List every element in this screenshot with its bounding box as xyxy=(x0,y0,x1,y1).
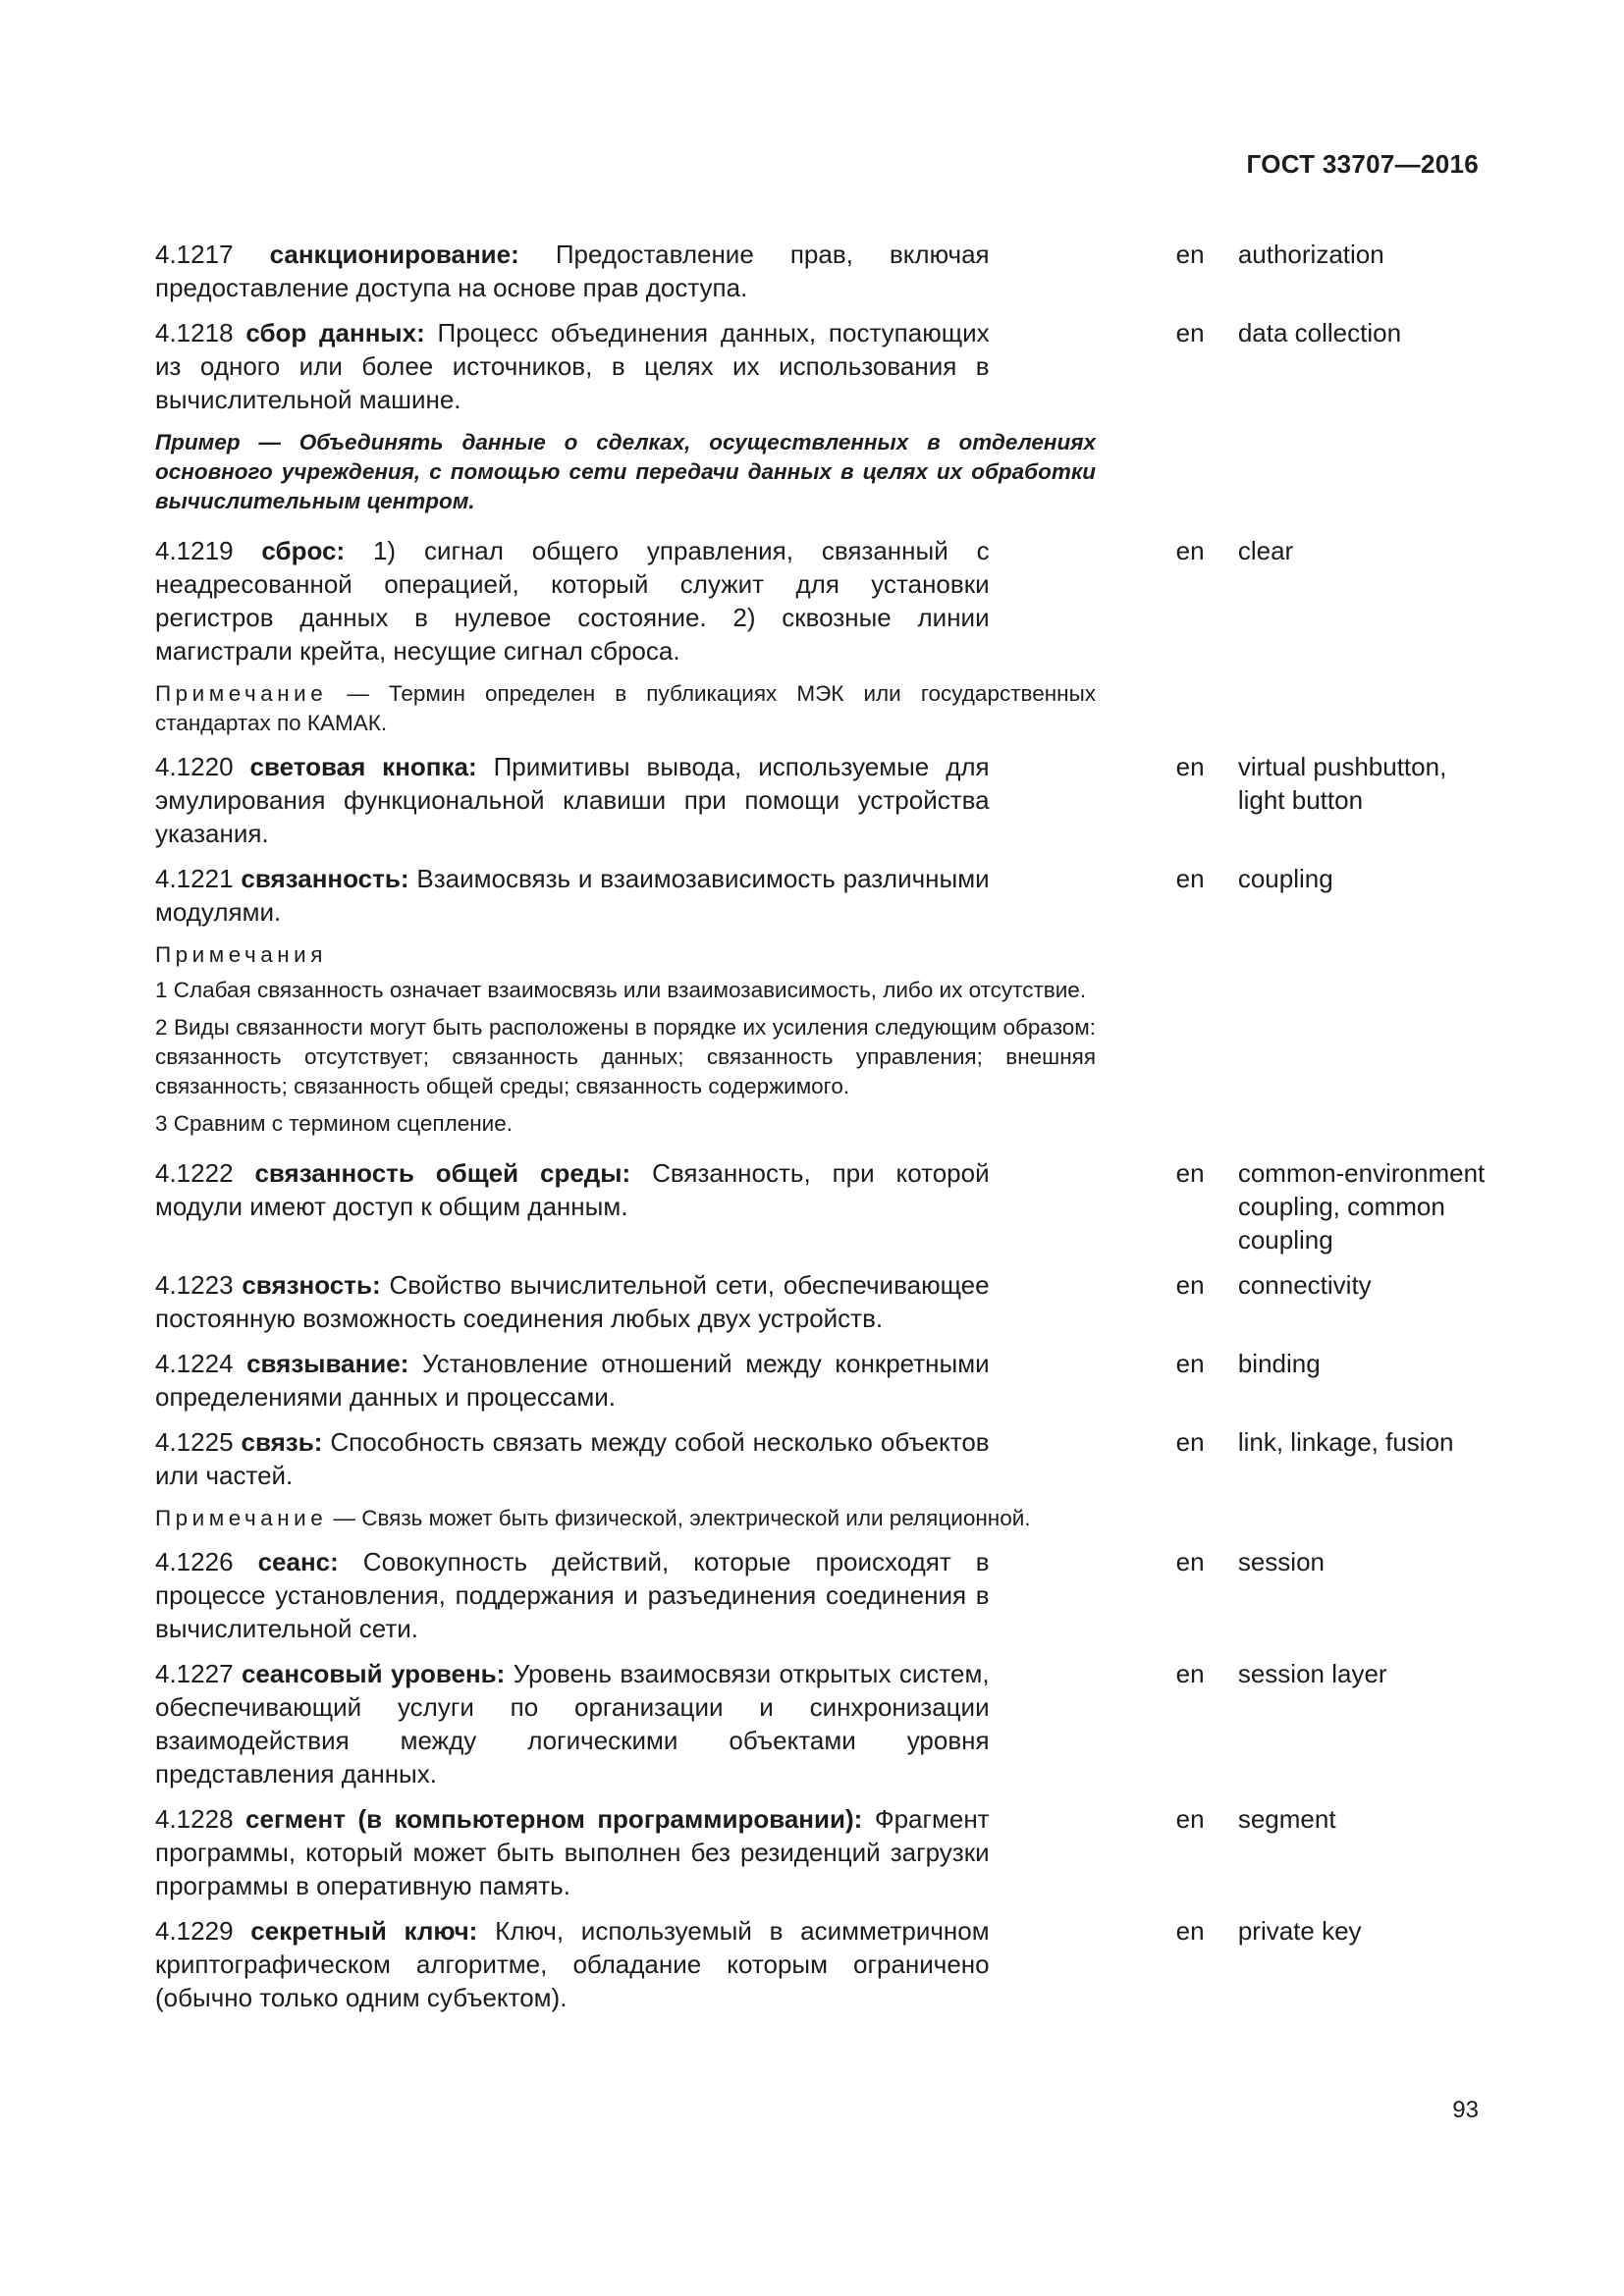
entry-definition xyxy=(155,1347,990,1414)
entry-number: 4.1228 xyxy=(155,1804,234,1834)
entry-term: связь: xyxy=(241,1427,323,1457)
note-item: 2 Виды связанности могут быть расположены в порядке их усиления следующим образом: связанность отсутствует; связанность данных; связанность управления; внешняя связанность; связанность общей среды; связанность содержимого. xyxy=(155,1015,1096,1098)
note xyxy=(155,1504,1096,1533)
entry-text: 1) сигнал общего управления, связанный с неадресованной операцией, который служит для установки регистров данных в нулевое состояние. 2) сквозные линии магистрали крейта, несущие сигнал сброса. xyxy=(155,536,990,666)
entry-definition xyxy=(155,1425,990,1492)
entry-translation: connectivity xyxy=(1237,1270,1372,1300)
glossary-entry xyxy=(155,1657,1490,1790)
entry-text: Связанность, при которой модули имеют доступ к общим данным. xyxy=(155,1158,990,1221)
glossary-entry xyxy=(155,1156,1490,1256)
entry-language: en xyxy=(1175,752,1205,781)
entry-language: en xyxy=(1175,1349,1205,1378)
entry-text: Примитивы вывода, используемые для эмулирования функциональной клавиши при помощи устройства указания. xyxy=(155,752,990,848)
entry-text: Способность связать между собой несколько объектов или частей. xyxy=(155,1427,990,1490)
entry-definition xyxy=(155,1156,990,1256)
entry-number: 4.1218 xyxy=(155,318,234,347)
entry-translation: session layer xyxy=(1237,1659,1387,1688)
glossary-content xyxy=(155,238,1490,2026)
entry-text: Ключ, используемый в асимметричном криптографическом алгоритме, обладание которым ограничено (обычно только одним субъектом). xyxy=(155,1916,990,2012)
entry-number: 4.1221 xyxy=(155,864,234,893)
note-item: 1 Слабая связанность означает взаимосвязь или взаимозависимость, либо их отсутствие. xyxy=(155,978,1087,1002)
entry-translation: session xyxy=(1237,1547,1325,1576)
entry-text: Уровень взаимосвязи открытых систем, обеспечивающий услуги по организации и синхронизации взаимодействия между логическими объектами уровня представления данных. xyxy=(155,1659,990,1789)
entry-language: en xyxy=(1175,536,1205,565)
glossary-entry xyxy=(155,1268,1490,1335)
glossary-entry xyxy=(155,1347,1490,1414)
entry-language: en xyxy=(1175,1659,1205,1688)
entry-term: санкционирование: xyxy=(269,240,519,269)
entry-language: en xyxy=(1175,240,1205,269)
entry-number: 4.1220 xyxy=(155,752,234,781)
entry-term: связанность: xyxy=(241,864,409,893)
entry-term: сеансовый уровень: xyxy=(241,1659,506,1688)
entry-language: en xyxy=(1175,1916,1205,1946)
entry-translation: authorization xyxy=(1237,240,1384,269)
entry-translation: data collection xyxy=(1237,318,1402,347)
entry-text: Предоставление прав, включая предоставление доступа на основе прав доступа. xyxy=(155,240,990,302)
note-label: Примечание xyxy=(155,1506,328,1530)
entry-number: 4.1224 xyxy=(155,1349,234,1378)
glossary-entry xyxy=(155,1545,1490,1645)
entry-number: 4.1223 xyxy=(155,1270,234,1300)
entry-text: Процесс объединения данных, поступающих из одного или более источников, в целях их использования в вычислительной машине. xyxy=(155,318,990,414)
entry-term: связанность общей среды: xyxy=(254,1158,631,1188)
glossary-entry xyxy=(155,1425,1490,1492)
glossary-entry xyxy=(155,1802,1490,1902)
entry-language: en xyxy=(1175,864,1205,893)
entry-translation: private key xyxy=(1237,1916,1362,1946)
glossary-entry xyxy=(155,238,1490,304)
entry-term: сброс: xyxy=(261,536,346,565)
entry-number: 4.1219 xyxy=(155,536,234,565)
entry-definition xyxy=(155,1545,990,1645)
entry-definition xyxy=(155,1657,990,1790)
glossary-entry xyxy=(155,1914,1490,2014)
entry-term: сбор данных: xyxy=(245,318,425,347)
entry-language: en xyxy=(1175,318,1205,347)
entry-language: en xyxy=(1175,1804,1205,1834)
entry-number: 4.1226 xyxy=(155,1547,234,1576)
example-text: Пример — Объединять данные о сделках, осуществленных в отделениях основного учреждения, с помощью сети передачи данных в целях их обработки вычислительным центром. xyxy=(155,430,1096,513)
entry-term: сегмент (в компьютерном программировании): xyxy=(245,1804,863,1834)
entry-definition xyxy=(155,862,990,929)
entry-term: связывание: xyxy=(246,1349,409,1378)
entry-definition xyxy=(155,238,990,304)
entry-definition xyxy=(155,1268,990,1335)
entry-definition xyxy=(155,750,990,850)
entry-translation: segment xyxy=(1237,1804,1336,1834)
glossary-entry xyxy=(155,862,1490,929)
note-text: — Связь может быть физической, электрической или реляционной. xyxy=(327,1506,1031,1530)
entry-term: связность: xyxy=(242,1270,381,1300)
notes-label: Примечания xyxy=(155,942,327,967)
entry-definition xyxy=(155,1914,990,2014)
entry-number: 4.1225 xyxy=(155,1427,234,1457)
entry-term: световая кнопка: xyxy=(249,752,477,781)
entry-translation: common-environment coupling, common coupling xyxy=(1237,1158,1486,1255)
entry-translation: virtual pushbutton, light button xyxy=(1237,752,1447,815)
entry-translation: coupling xyxy=(1237,864,1333,893)
entry-translation: clear xyxy=(1237,536,1294,565)
entry-translation: binding xyxy=(1237,1349,1321,1378)
glossary-entry xyxy=(155,534,1490,667)
entry-number: 4.1222 xyxy=(155,1158,234,1188)
note-label: Примечание xyxy=(155,681,328,706)
entry-text: Установление отношений между конкретными определениями данных и процессами. xyxy=(155,1349,990,1412)
entry-number: 4.1227 xyxy=(155,1659,234,1688)
entry-language: en xyxy=(1175,1427,1205,1457)
entry-text: Совокупность действий, которые происходят в процессе установления, поддержания и разъединения соединения в вычислительной сети. xyxy=(155,1547,990,1643)
entry-term: секретный ключ: xyxy=(250,1916,478,1946)
document-id-header: ГОСТ 33707—2016 xyxy=(1246,149,1479,179)
entry-definition xyxy=(155,534,990,667)
entry-number: 4.1217 xyxy=(155,240,234,269)
entry-text: Свойство вычислительной сети, обеспечивающее постоянную возможность соединения любых двух устройств. xyxy=(155,1270,990,1333)
entry-term: сеанс: xyxy=(257,1547,339,1576)
note xyxy=(155,679,1096,738)
entry-language: en xyxy=(1175,1158,1205,1188)
entry-language: en xyxy=(1175,1547,1205,1576)
entry-language: en xyxy=(1175,1270,1205,1300)
entry-definition xyxy=(155,1802,990,1902)
entry-translation: link, linkage, fusion xyxy=(1237,1427,1454,1457)
note-text: — Термин определен в публикациях МЭК или государственных стандартах по КАМАК. xyxy=(155,681,1096,735)
entry-text: Фрагмент программы, который может быть выполнен без резиденций загрузки программы в оперативную память. xyxy=(155,1804,990,1900)
page-number: 93 xyxy=(1452,2097,1479,2123)
entry-definition xyxy=(155,316,990,416)
entry-number: 4.1229 xyxy=(155,1916,234,1946)
entry-text: Взаимосвязь и взаимозависимость различными модулями. xyxy=(155,864,990,927)
glossary-entry xyxy=(155,316,1490,416)
glossary-entry xyxy=(155,750,1490,850)
note-item: 3 Сравним с термином сцепление. xyxy=(155,1111,513,1136)
